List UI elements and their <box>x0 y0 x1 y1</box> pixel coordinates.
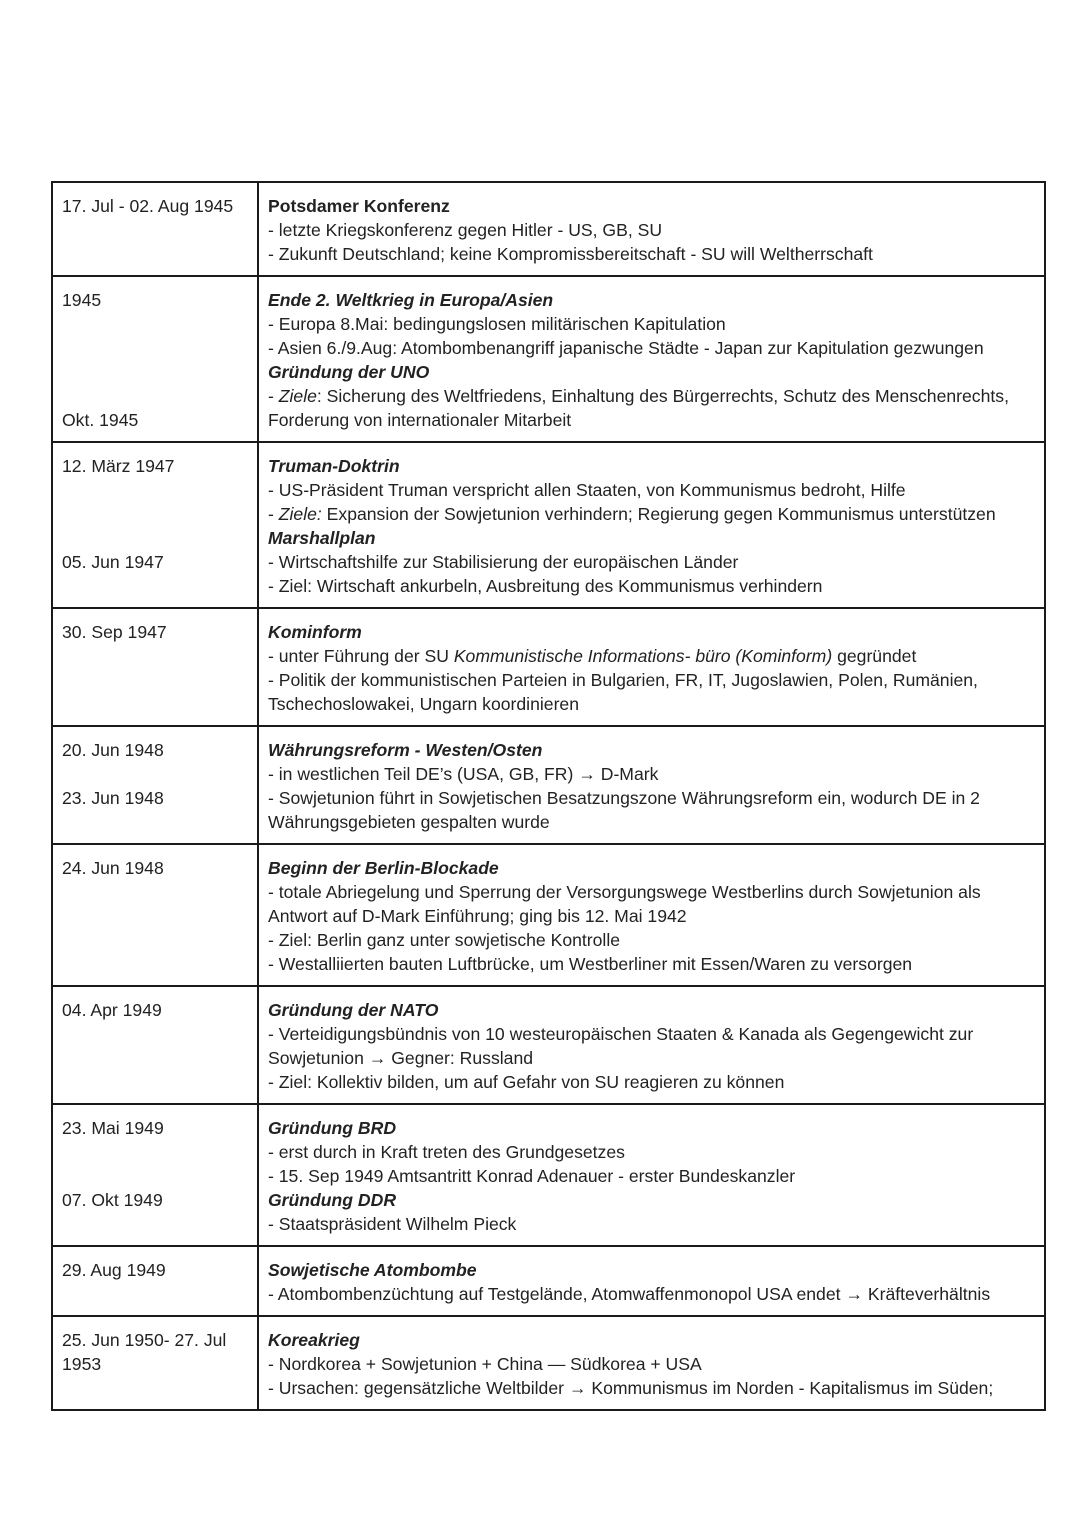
event-detail: - Atombombenzüchtung auf Testgelände, Atomwaffenmonopol USA endet → Kräfteverhältnis <box>268 1284 991 1304</box>
event-detail: - Sowjetunion führt in Sowjetischen Besatzungszone Währungsreform ein, wodurch DE in 2 Währungsgebieten gespalten wurde <box>268 788 980 832</box>
detail-emphasis: Ziele <box>278 386 317 406</box>
date-cell <box>52 986 258 1104</box>
event-detail: - Wirtschaftshilfe zur Stabilisierung der europäischen Länder <box>268 552 739 572</box>
date-label: Okt. 1945 <box>62 410 139 430</box>
event-detail <box>268 502 1035 526</box>
event-heading: Gründung der NATO <box>268 1000 439 1020</box>
timeline-row <box>52 182 1045 276</box>
date-label: 05. Jun 1947 <box>62 552 164 572</box>
event-heading: Gründung der UNO <box>268 362 430 382</box>
detail-prefix: - unter Führung der SU <box>268 646 454 666</box>
event-heading: Truman-Doktrin <box>268 456 400 476</box>
detail-prefix: - <box>268 386 279 406</box>
content-cell <box>258 1246 1045 1316</box>
date-label: 23. Jun 1948 <box>62 788 164 808</box>
event-heading: Potsdamer Konferenz <box>268 196 450 216</box>
event-heading: Ende 2. Weltkrieg in Europa/Asien <box>268 290 554 310</box>
date-label: 20. Jun 1948 <box>62 740 164 760</box>
date-cell <box>52 1246 258 1316</box>
event-detail: - Ziel: Berlin ganz unter sowjetische Kontrolle <box>268 930 621 950</box>
event-detail: - Ursachen: gegensätzliche Weltbilder → Kommunismus im Norden - Kapitalismus im Süden; <box>268 1378 994 1398</box>
event-detail: - erst durch in Kraft treten des Grundgesetzes <box>268 1142 625 1162</box>
timeline-row <box>52 726 1045 844</box>
date-label: 23. Mai 1949 <box>62 1118 164 1138</box>
timeline-row <box>52 1316 1045 1410</box>
date-label: 29. Aug 1949 <box>62 1260 166 1280</box>
timeline-row <box>52 442 1045 608</box>
content-cell <box>258 608 1045 726</box>
event-detail <box>268 644 1035 668</box>
date-label: 30. Sep 1947 <box>62 622 167 642</box>
event-heading: Beginn der Berlin-Blockade <box>268 858 499 878</box>
content-cell <box>258 844 1045 986</box>
event-heading: Gründung DDR <box>268 1190 397 1210</box>
event-detail: - Nordkorea + Sowjetunion + China — Südkorea + USA <box>268 1354 702 1374</box>
timeline-row <box>52 1246 1045 1316</box>
event-detail: - Europa 8.Mai: bedingungslosen militärischen Kapitulation <box>268 314 726 334</box>
detail-text: Expansion der Sowjetunion verhindern; Regierung gegen Kommunismus unterstützen <box>321 504 996 524</box>
date-cell <box>52 844 258 986</box>
event-detail: - Ziel: Kollektiv bilden, um auf Gefahr von SU reagieren zu können <box>268 1072 785 1092</box>
event-heading: Währungsreform - Westen/Osten <box>268 740 543 760</box>
date-cell <box>52 1316 258 1410</box>
content-cell <box>258 182 1045 276</box>
date-cell <box>52 182 258 276</box>
date-label: 25. Jun 1950- 27. Jul 1953 <box>62 1330 227 1374</box>
date-label: 1945 <box>62 290 102 310</box>
date-label: 24. Jun 1948 <box>62 858 164 878</box>
detail-emphasis: Kommunistische Informations- büro (Kominform) <box>453 646 833 666</box>
content-cell <box>258 442 1045 608</box>
event-detail: - totale Abriegelung und Sperrung der Versorgungswege Westberlins durch Sowjetunion als Antwort auf D-Mark Einführung; ging bis 12. Mai 1942 <box>268 882 981 926</box>
event-heading: Kominform <box>268 622 362 642</box>
event-detail: - Westalliierten bauten Luftbrücke, um Westberliner mit Essen/Waren zu versorgen <box>268 954 913 974</box>
timeline-row <box>52 276 1045 442</box>
date-label: 17. Jul - 02. Aug 1945 <box>62 196 234 216</box>
detail-emphasis: Ziele: <box>278 504 322 524</box>
date-cell <box>52 608 258 726</box>
event-detail: - Ziel: Wirtschaft ankurbeln, Ausbreitung des Kommunismus verhindern <box>268 576 823 596</box>
detail-text: : Sicherung des Weltfriedens, Einhaltung des Bürgerrechts, Schutz des Menschenrechts, Forderung von internationaler Mitarbeit <box>268 386 1009 430</box>
content-cell <box>258 1316 1045 1410</box>
event-heading: Sowjetische Atombombe <box>268 1260 477 1280</box>
event-detail: - Asien 6./9.Aug: Atombombenangriff japanische Städte - Japan zur Kapitulation gezwungen <box>268 338 984 358</box>
event-heading: Marshallplan <box>268 528 376 548</box>
date-cell <box>52 726 258 844</box>
event-heading: Gründung BRD <box>268 1118 397 1138</box>
date-label: 12. März 1947 <box>62 456 175 476</box>
event-detail: - US-Präsident Truman verspricht allen Staaten, von Kommunismus bedroht, Hilfe <box>268 480 906 500</box>
date-label: 07. Okt 1949 <box>62 1190 163 1210</box>
event-heading: Koreakrieg <box>268 1330 360 1350</box>
event-detail <box>268 384 1035 432</box>
timeline-row <box>52 844 1045 986</box>
detail-prefix: - <box>268 504 279 524</box>
timeline-table <box>51 181 1046 1411</box>
timeline-row <box>52 1104 1045 1246</box>
content-cell <box>258 986 1045 1104</box>
content-cell <box>258 1104 1045 1246</box>
date-label: 04. Apr 1949 <box>62 1000 162 1020</box>
event-detail: - in westlichen Teil DE’s (USA, GB, FR) → D-Mark <box>268 764 659 784</box>
timeline-row <box>52 986 1045 1104</box>
event-detail: - Verteidigungsbündnis von 10 westeuropäischen Staaten & Kanada als Gegengewicht zur Sowjetunion → Gegner: Russland <box>268 1024 974 1068</box>
event-detail: - letzte Kriegskonferenz gegen Hitler - US, GB, SU <box>268 220 663 240</box>
timeline-row <box>52 608 1045 726</box>
date-cell <box>52 1104 258 1246</box>
event-detail: - Politik der kommunistischen Parteien in Bulgarien, FR, IT, Jugoslawien, Polen, Rumänien, Tschechoslowakei, Ungarn koordinieren <box>268 670 978 714</box>
detail-text: gegründet <box>832 646 917 666</box>
event-detail: - Zukunft Deutschland; keine Kompromissbereitschaft - SU will Weltherrschaft <box>268 244 873 264</box>
date-cell <box>52 442 258 608</box>
event-detail: - 15. Sep 1949 Amtsantritt Konrad Adenauer - erster Bundeskanzler <box>268 1166 796 1186</box>
event-detail: - Staatspräsident Wilhelm Pieck <box>268 1214 517 1234</box>
date-cell <box>52 276 258 442</box>
content-cell <box>258 276 1045 442</box>
content-cell <box>258 726 1045 844</box>
